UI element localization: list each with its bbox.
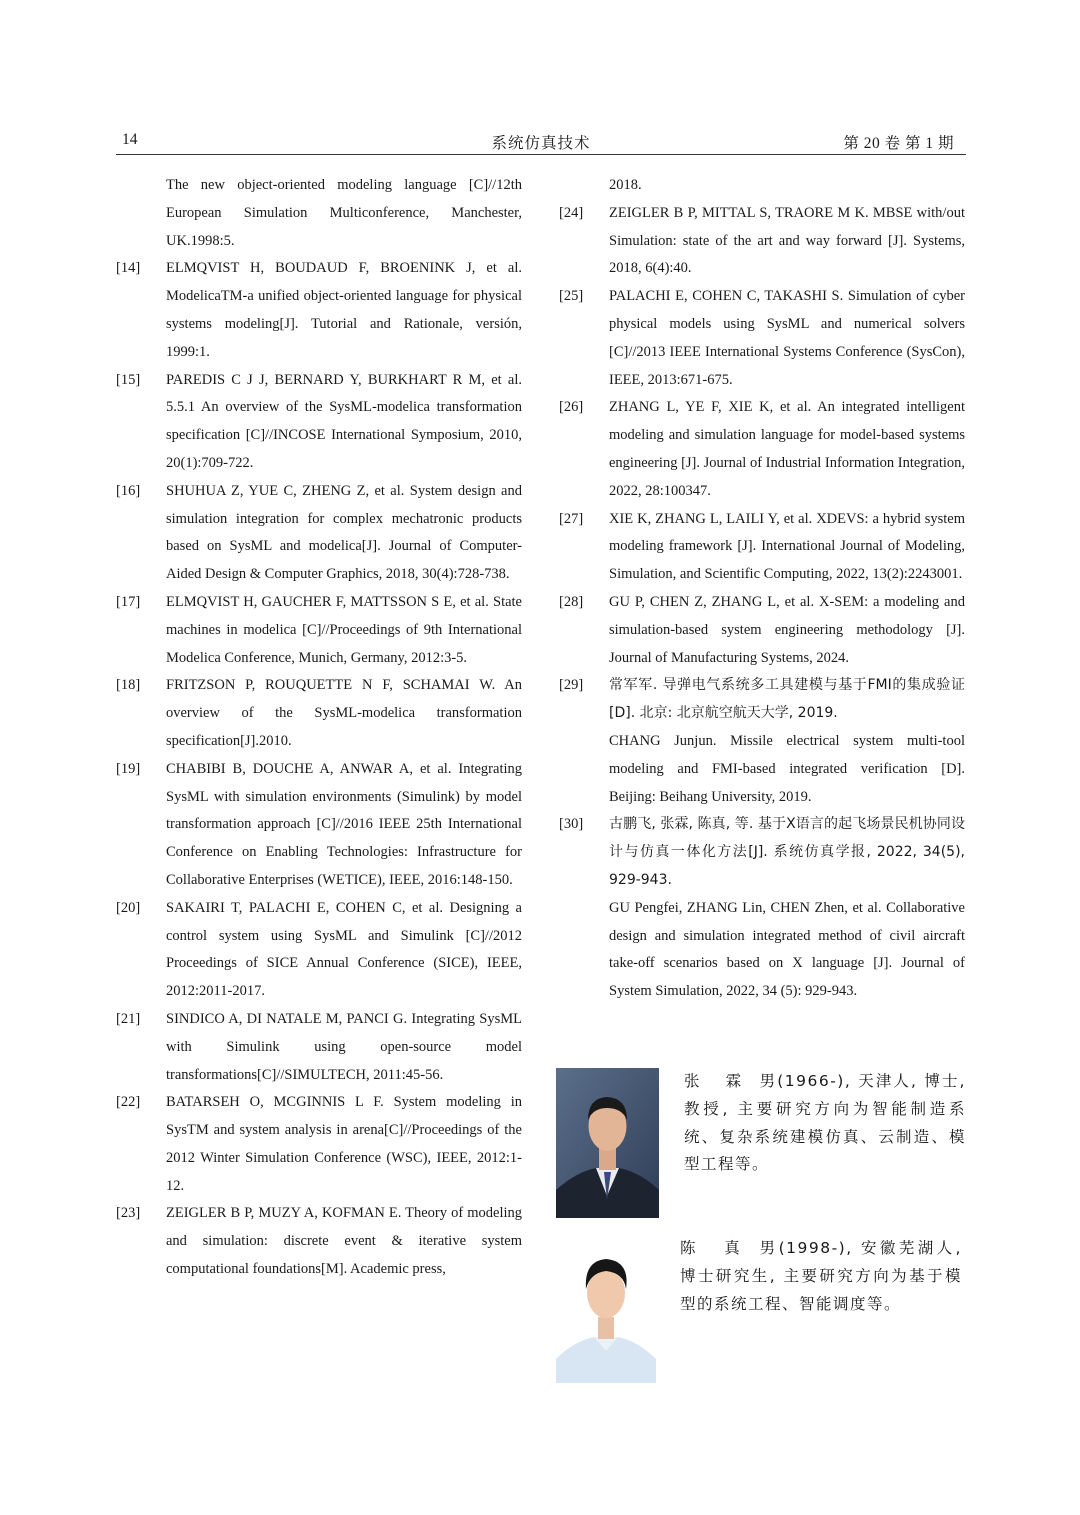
reference-20	[116, 895, 522, 1006]
reference-number: [30]	[559, 816, 584, 833]
page-number: 14	[122, 131, 138, 148]
author-name: 陈 真	[680, 1239, 752, 1257]
reference-number: [27]	[559, 510, 584, 527]
reference-text-chinese: 古鹏飞, 张霖, 陈真, 等. 基于X语言的起飞场景民机协同设计与仿真一体化方法[J]. 系统仿真学报, 2022, 34(5), 929-943.	[609, 816, 965, 888]
author-portrait-icon	[556, 1235, 656, 1383]
reference-number: [23]	[116, 1205, 141, 1222]
reference-number: [14]	[116, 260, 141, 277]
reference-text: PAREDIS C J J, BERNARD Y, BURKHART R M, et al. 5.5.1 An overview of the SysML-modelica transformation specification [C]//INCOSE International Symposium, 2010, 20(1):709-722.	[166, 371, 522, 471]
references-left-column	[116, 172, 522, 1284]
reference-text: SINDICO A, DI NATALE M, PANCI G. Integrating SysML with Simulink using open-source model transformations[C]//SIMULTECH, 2011:45-56.	[166, 1010, 522, 1083]
author-name: 张 霖	[684, 1072, 752, 1090]
reference-text: SAKAIRI T, PALACHI E, COHEN C, et al. Designing a control system using SysML and Simulink [C]//2012 Proceedings of SICE Annual Conference (SICE), IEEE, 2012:2011-2017.	[166, 899, 522, 1000]
reference-22	[116, 1089, 522, 1200]
reference-text: GU P, CHEN Z, ZHANG L, et al. X-SEM: a modeling and simulation-based system engineering methodology [J]. Journal of Manufacturing Systems, 2024.	[609, 593, 965, 666]
reference-number: [26]	[559, 399, 584, 416]
author-description: 男(1998-), 安徽芜湖人, 博士研究生, 主要研究方向为基于模型的系统工程、智能调度等。	[680, 1239, 962, 1313]
reference-text: SHUHUA Z, YUE C, ZHENG Z, et al. System design and simulation integration for complex mechatronic products based on SysML and modelica[J]. Journal of Computer-Aided Design & Computer Graphics, 2018, 30(4):728-738.	[166, 482, 522, 583]
reference-17	[116, 589, 522, 672]
reference-21	[116, 1006, 522, 1089]
reference-29	[559, 672, 965, 811]
reference-15	[116, 367, 522, 478]
page-header	[116, 128, 966, 155]
reference-text: 2018.	[609, 177, 642, 193]
author-portrait-icon	[556, 1068, 659, 1218]
references-right-column	[559, 172, 965, 1006]
reference-number: [22]	[116, 1094, 141, 1111]
reference-text-chinese: 常军军. 导弹电气系统多工具建模与基于FMI的集成验证[D]. 北京: 北京航空航天大学, 2019.	[609, 677, 965, 722]
reference-number: [16]	[116, 482, 141, 499]
reference-14	[116, 255, 522, 366]
reference-text: ELMQVIST H, GAUCHER F, MATTSSON S E, et al. State machines in modelica [C]//Proceedings of 9th International Modelica Conference, Munich, Germany, 2012:3-5.	[166, 593, 522, 666]
author-photo-1	[556, 1068, 659, 1218]
reference-text: CHANG Junjun. Missile electrical system multi-tool modeling and FMI-based integrated verification [D]. Beijing: Beihang University, 2019.	[609, 732, 965, 805]
reference-28	[559, 589, 965, 672]
reference-19	[116, 756, 522, 895]
author-description: 男(1966-), 天津人, 博士, 教授, 主要研究方向为智能制造系统、复杂系统建模仿真、云制造、模型工程等。	[684, 1072, 966, 1174]
reference-text: BATARSEH O, MCGINNIS L F. System modeling in SysTM and system analysis in arena[C]//Proceedings of the 2012 Winter Simulation Conference (WSC), IEEE, 2012:1-12.	[166, 1094, 522, 1194]
reference-number: [20]	[116, 899, 141, 916]
reference-25	[559, 283, 965, 394]
reference-text: ELMQVIST H, BOUDAUD F, BROENINK J, et al. ModelicaTM-a unified object-oriented language for physical systems modeling[J]. Tutorial and Rationale, versión, 1999:1.	[166, 260, 522, 360]
reference-26	[559, 394, 965, 505]
reference-number: [21]	[116, 1010, 141, 1027]
reference-text: The new object-oriented modeling language [C]//12th European Simulation Multiconference, Manchester, UK.1998:5.	[166, 177, 522, 249]
reference-number: [29]	[559, 677, 584, 694]
reference-27	[559, 506, 965, 589]
reference-24	[559, 200, 965, 283]
reference-23	[116, 1200, 522, 1283]
reference-number: [19]	[116, 760, 141, 777]
reference-text: ZHANG L, YE F, XIE K, et al. An integrated intelligent modeling and simulation language for model-based systems engineering [J]. Journal of Industrial Information Integration, 2022, 28:100347.	[609, 399, 965, 499]
journal-title: 系统仿真技术	[491, 135, 591, 152]
reference-number: [28]	[559, 593, 584, 610]
reference-18	[116, 672, 522, 755]
reference-text: FRITZSON P, ROUQUETTE N F, SCHAMAI W. An overview of the SysML-modelica transformation specification[J].2010.	[166, 677, 522, 749]
author-bio-text-2	[680, 1235, 962, 1318]
volume-issue: 第 20 卷 第 1 期	[843, 135, 954, 152]
reference-number: [25]	[559, 288, 584, 305]
reference-text: XIE K, ZHANG L, LAILI Y, et al. XDEVS: a hybrid system modeling framework [J]. International Journal of Modeling, Simulation, and Scientific Computing, 2022, 13(2):2243001.	[609, 510, 965, 583]
reference-23-continued	[559, 172, 965, 200]
reference-16	[116, 478, 522, 589]
reference-number: [15]	[116, 371, 141, 388]
reference-text: ZEIGLER B P, MUZY A, KOFMAN E. Theory of modeling and simulation: discrete event & iterative system computational foundations[M]. Academic press,	[166, 1205, 522, 1278]
reference-13-continued	[116, 172, 522, 255]
reference-number: [17]	[116, 593, 141, 610]
author-photo-2	[556, 1235, 656, 1383]
reference-text: CHABIBI B, DOUCHE A, ANWAR A, et al. Integrating SysML with simulation environments (Simulink) by model transformation approach [C]//2016 IEEE 25th International Conference on Enabling Technologies: Infrastructure for Collaborative Enterprises (WETICE), IEEE, 2016:148-150.	[166, 760, 522, 888]
reference-30	[559, 811, 965, 1006]
reference-text: PALACHI E, COHEN C, TAKASHI S. Simulation of cyber physical models using SysML and numerical solvers [C]//2013 IEEE International Systems Conference (SysCon), IEEE, 2013:671-675.	[609, 288, 965, 388]
reference-text: ZEIGLER B P, MITTAL S, TRAORE M K. MBSE with/out Simulation: state of the art and way forward [J]. Systems, 2018, 6(4):40.	[609, 204, 965, 277]
author-bio-text-1	[684, 1068, 966, 1179]
reference-text: GU Pengfei, ZHANG Lin, CHEN Zhen, et al. Collaborative design and simulation integrated method of civil aircraft take-off scenarios based on X language [J]. Journal of System Simulation, 2022, 34 (5): 929-943.	[609, 899, 965, 1000]
reference-number: [18]	[116, 677, 141, 694]
reference-number: [24]	[559, 204, 584, 221]
